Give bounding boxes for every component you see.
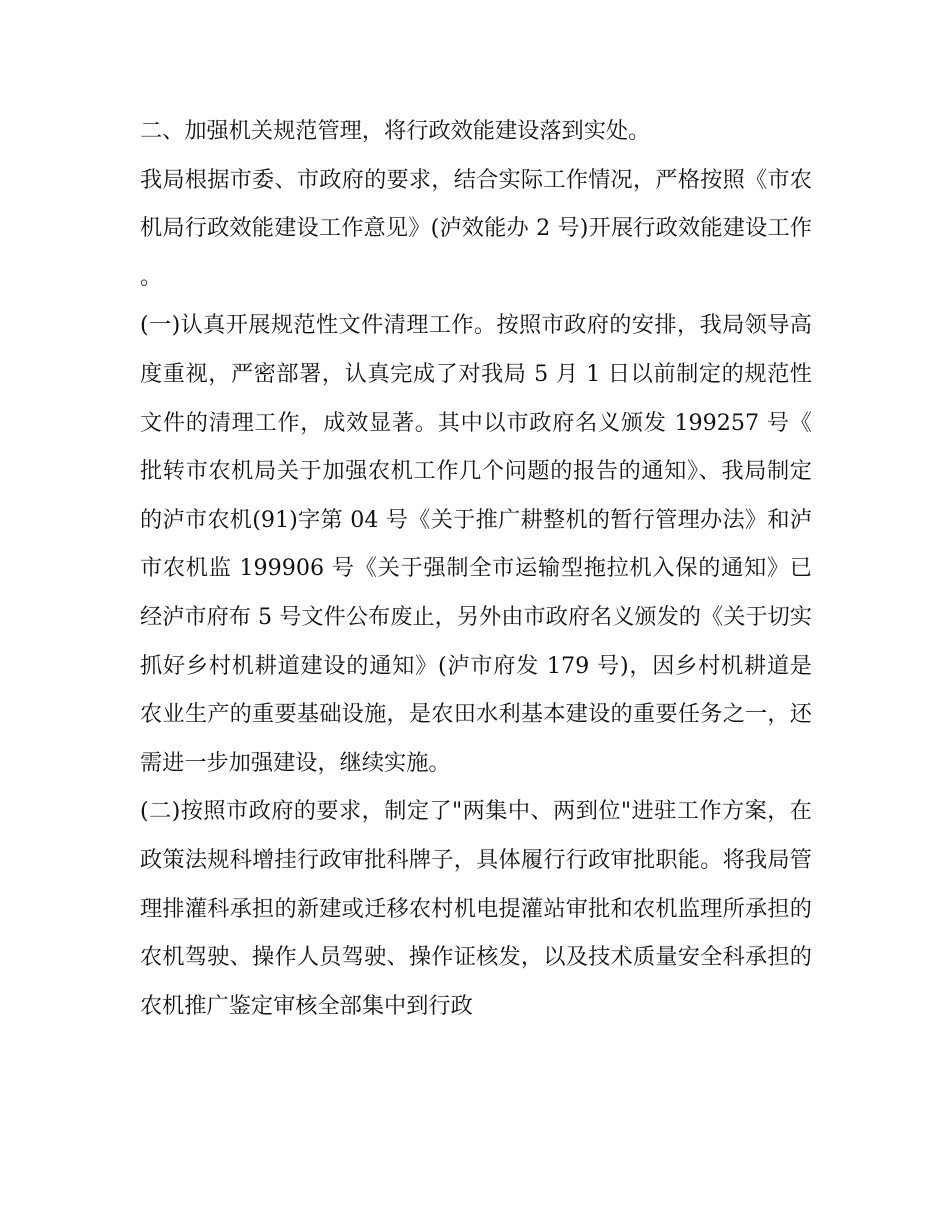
item-two-paragraph: (二)按照市政府的要求，制定了"两集中、两到位"进驻工作方案，在政策法规科增挂行政审批科牌子，具体履行行政审批职能。将我局管理排灌科承担的新建或迁移农村机电提灌站审批和农机监理所承担的农机驾驶、操作人员驾驶、操作证核发，以及技术质量安全科承担的农机推广鉴定审核全部集中到行政 [140, 798, 812, 1019]
section-heading: 二、加强机关规范管理，将行政效能建设落到实处。 [140, 118, 651, 144]
intro-paragraph: 我局根据市委、市政府的要求，结合实际工作情况，严格按照《市农机局行政效能建设工作意见》(泸效能办 2 号)开展行政效能建设工作。 [140, 166, 812, 290]
item-one-paragraph: (一)认真开展规范性文件清理工作。按照市政府的安排，我局领导高度重视，严密部署，认真完成了对我局 5 月 1 日以前制定的规范性文件的清理工作，成效显著。其中以市政府名义颁发 199257 号《批转市农机局关于加强农机工作几个问题的报告的通知》、我局制定的泸市农机(91)字第 04 号《关于推广耕整机的暂行管理办法》和泸市农机监 199906 号《关于强制全市运输型拖拉机入保的通知》已经泸市府布 5 号文件公布废止，另外由市政府名义颁发的《关于切实抓好乡村机耕道建设的通知》(泸市府发 179 号)，因乡村机耕道是农业生产的重要基础设施，是农田水利基本建设的重要任务之一，还需进一步加强建设，继续实施。 [140, 312, 812, 776]
document-page [140, 107, 812, 1030]
